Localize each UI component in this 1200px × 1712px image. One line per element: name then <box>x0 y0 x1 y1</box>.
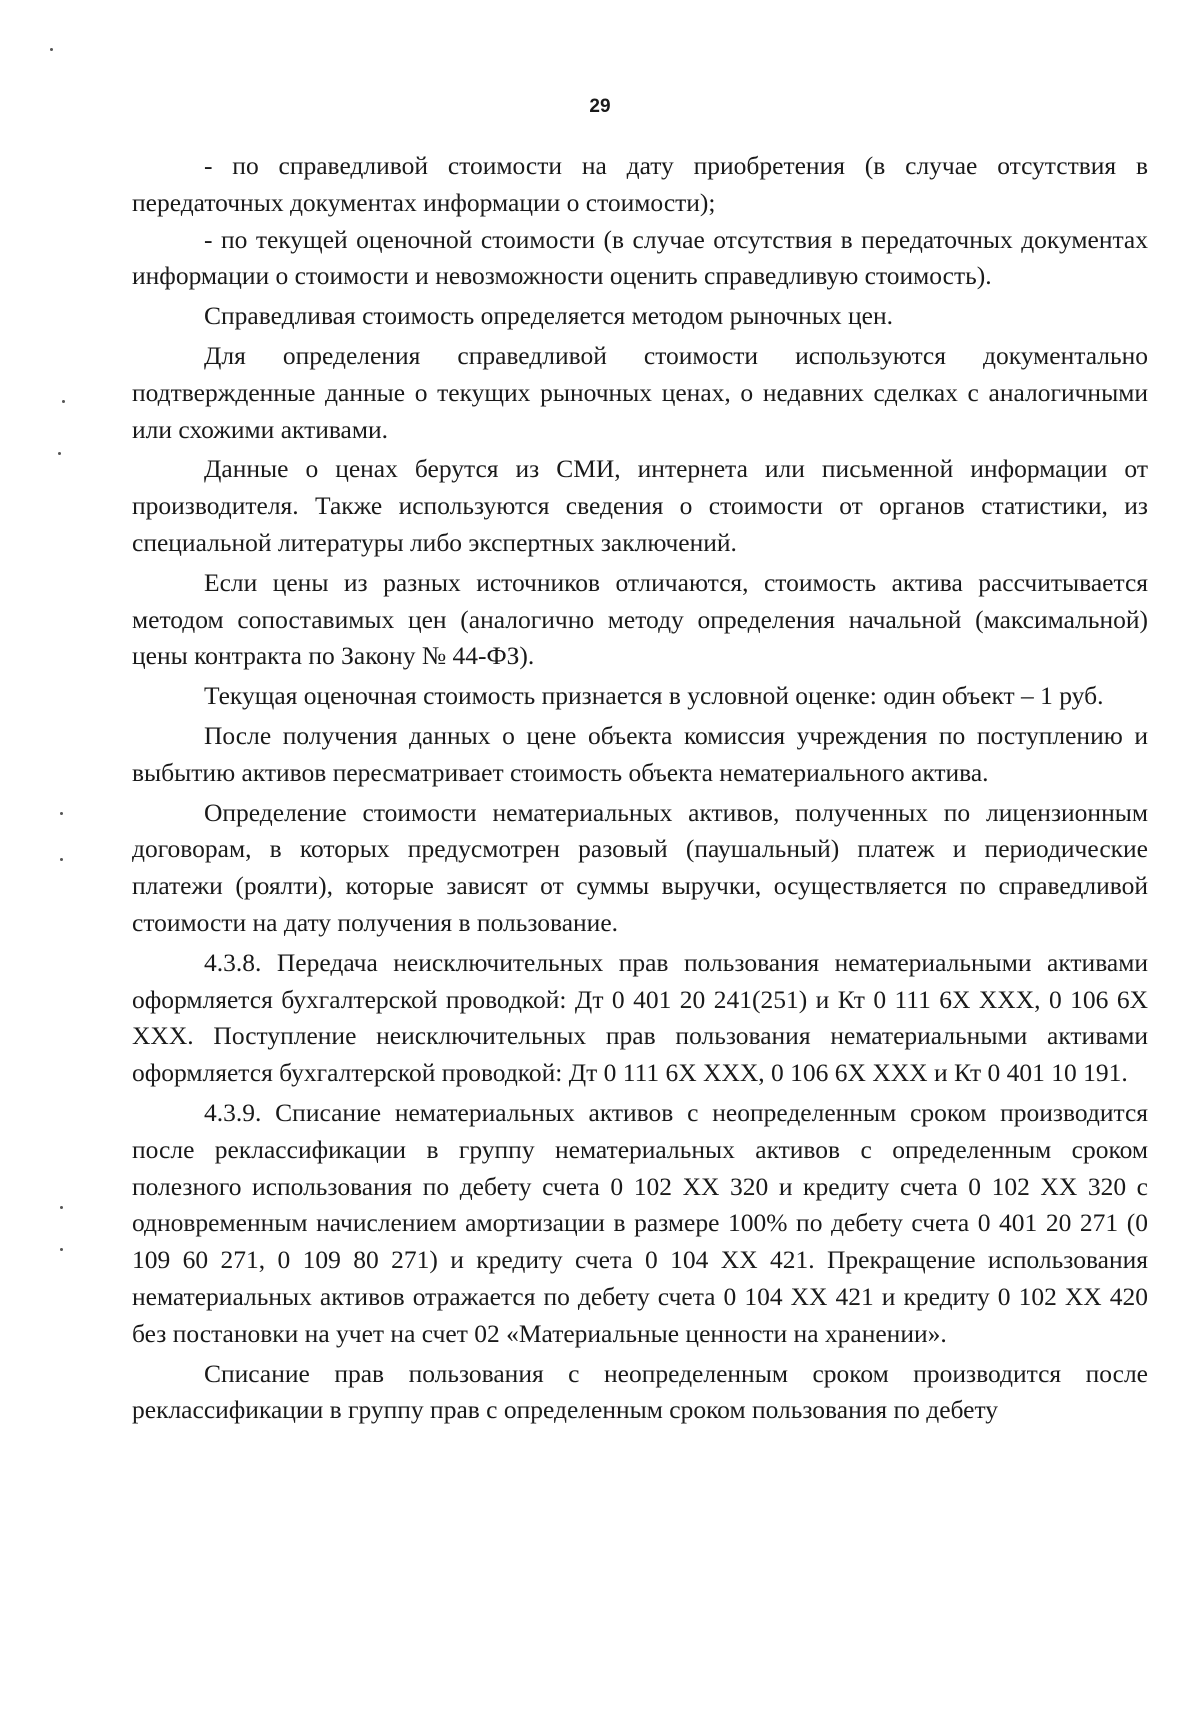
scan-speck <box>60 1248 63 1251</box>
paragraph: Для определения справедливой стоимости используются документально подтвержденные данные о текущих рыночных ценах, о недавних сделках с аналогичными или схожими активами. <box>132 340 1148 444</box>
scan-speck <box>60 1206 63 1209</box>
paragraph: 4.3.8. Передача неисключительных прав пользования нематериальными активами оформляется бухгалтерской проводкой: Дт 0 401 20 241(251) и Кт 0 111 6Х ХХХ, 0 106 6Х ХХХ. Поступление неисключительных прав пользования нематериальными активами оформляется бухгалтерской проводкой: Дт 0 111 6Х ХХХ, 0 106 6Х ХХХ и Кт 0 401 10 191. <box>132 947 1148 1088</box>
scan-speck <box>60 858 63 861</box>
paragraph: Текущая оценочная стоимость признается в условной оценке: один объект – 1 руб. <box>204 681 1104 711</box>
paragraph: Справедливая стоимость определяется методом рыночных цен. <box>204 301 894 331</box>
paragraph: - по текущей оценочной стоимости (в случае отсутствия в передаточных документах информации о стоимости и невозможности оценить справедливую стоимость). <box>132 224 1148 291</box>
paragraph: Определение стоимости нематериальных активов, полученных по лицензионным договорам, в которых предусмотрен разовый (паушальный) платеж и периодические платежи (роялти), которые зависят от суммы выручки, осуществляется по справедливой стоимости на дату получения в пользование. <box>132 797 1148 937</box>
paragraph: - по справедливой стоимости на дату приобретения (в случае отсутствия в передаточных документах информации о стоимости); <box>132 151 1148 217</box>
scan-speck <box>62 400 65 403</box>
paragraph: 4.3.9. Списание нематериальных активов с неопределенным сроком производится после реклассификации в группу нематериальных активов с определенным сроком полезного использования по дебету счета 0 102 ХХ 320 и кредиту счета 0 102 ХХ 320 с одновременным начислением амортизации в размере 100% по дебету счета 0 401 20 271 (0 109 60 271, 0 109 80 271) и кредиту счета 0 104 ХХ 421. Прекращение использования нематериальных активов отражается по дебету счета 0 104 ХХ 421 и кредиту 0 102 ХХ 420 без постановки на учет на счет 02 «Материальные ценности на хранении». <box>132 1097 1148 1348</box>
paragraph: Если цены из разных источников отличаются, стоимость актива рассчитывается методом сопоставимых цен (аналогично методу определения начальной (максимальной) цены контракта по Закону № 44-ФЗ). <box>132 567 1148 671</box>
paragraph: После получения данных о цене объекта комиссия учреждения по поступлению и выбытию активов пересматривает стоимость объекта нематериального актива. <box>132 720 1148 787</box>
page-number: 29 <box>589 96 611 117</box>
paragraph: Списание прав пользования с неопределенным сроком производится после реклассификации в группу прав с определенным сроком пользования по дебету <box>132 1358 1148 1425</box>
scan-speck <box>58 452 61 455</box>
paragraph: Данные о ценах берутся из СМИ, интернета или письменной информации от производителя. Также используются сведения о стоимости от органов статистики, из специальной литературы либо экспертных заключений. <box>132 454 1148 557</box>
scan-speck <box>50 48 53 51</box>
document-body <box>132 148 1148 1429</box>
scan-speck <box>60 812 63 815</box>
